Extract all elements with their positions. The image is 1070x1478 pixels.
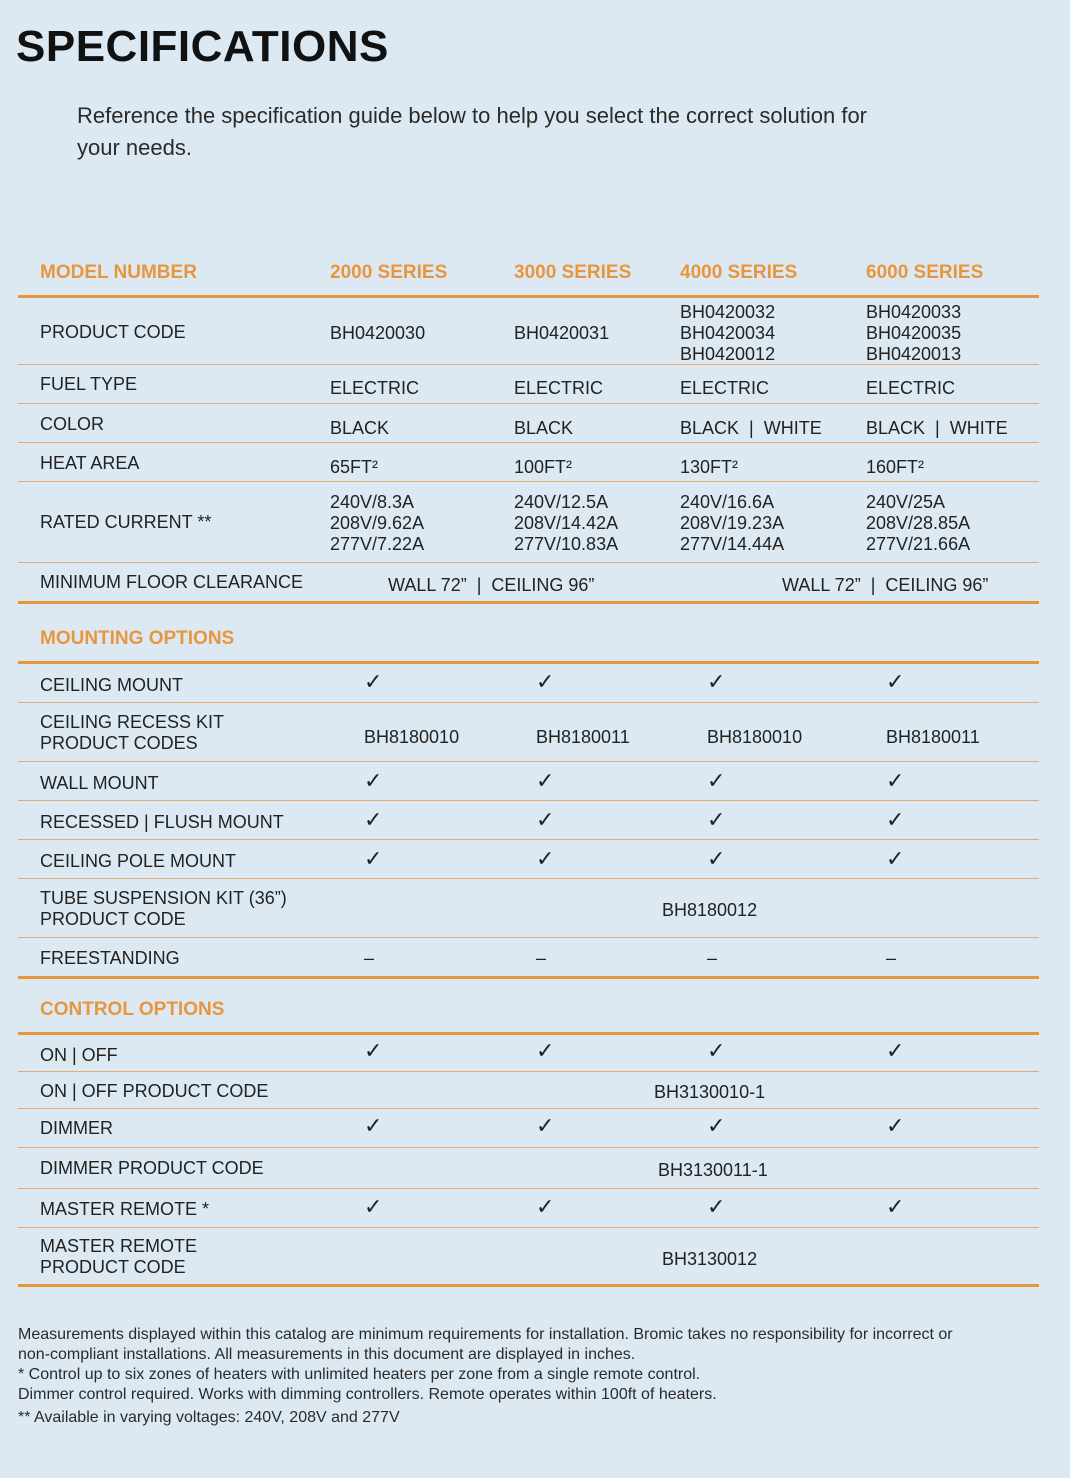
footnote: ** Available in varying voltages: 240V, 208V and 277V <box>18 1409 400 1426</box>
check-icon: ✓ <box>707 768 726 793</box>
cell-value: WALL 72” | CEILING 96” <box>782 575 989 595</box>
check-icon: ✓ <box>536 1194 555 1219</box>
cell-value: 240V/16.6A 208V/19.23A 277V/14.44A <box>680 492 785 554</box>
table-row-freestanding <box>18 938 1039 979</box>
cell-value: BH8180012 <box>662 900 758 920</box>
check-icon: ✓ <box>364 669 383 694</box>
footnote: Dimmer control required. Works with dimming controllers. Remote operates within 100ft of heaters. <box>18 1386 717 1403</box>
check-icon: ✓ <box>707 1194 726 1219</box>
check-icon: ✓ <box>536 1113 555 1138</box>
series-6000-header: 6000 SERIES <box>866 262 984 283</box>
row-label: CEILING RECESS KIT PRODUCT CODES <box>40 712 225 753</box>
cell-value: BH8180010 <box>707 727 803 747</box>
spec-table <box>18 262 1039 604</box>
row-label: CEILING POLE MOUNT <box>40 851 237 871</box>
cell-value: 240V/8.3A 208V/9.62A 277V/7.22A <box>330 492 425 554</box>
row-label: ON | OFF <box>40 1045 118 1065</box>
control-options-heading: CONTROL OPTIONS <box>40 999 225 1020</box>
check-icon: ✓ <box>707 1113 726 1138</box>
cell-value: BH3130011-1 <box>658 1160 768 1180</box>
check-icon: ✓ <box>536 768 555 793</box>
cell-value: ELECTRIC <box>330 378 420 398</box>
model-number-header: MODEL NUMBER <box>40 262 197 283</box>
cell-value: BH0420030 <box>330 323 426 343</box>
table-row-master-remote-code <box>18 1228 1039 1287</box>
footnote: non-compliant installations. All measurements in this document are displayed in inches. <box>18 1346 636 1363</box>
intro-text: Reference the specification guide below to help you select the correct solution for your needs. <box>77 103 868 160</box>
cell-value: BLACK | WHITE <box>680 418 822 438</box>
check-icon: ✓ <box>886 1194 905 1219</box>
cell-value: 100FT² <box>514 457 573 477</box>
mounting-header <box>18 628 1039 664</box>
footnote: * Control up to six zones of heaters with unlimited heaters per zone from a single remote control. <box>18 1366 701 1383</box>
table-row-product-code <box>18 298 1039 365</box>
table-row-recess-kit <box>18 703 1039 762</box>
row-label: RATED CURRENT ** <box>40 512 212 532</box>
table-row-dimmer <box>18 1109 1039 1148</box>
check-icon: ✓ <box>707 807 726 832</box>
dash-icon: – <box>364 948 375 968</box>
cell-value: BH0420032 BH0420034 BH0420012 <box>680 302 776 364</box>
control-table <box>18 999 1039 1287</box>
cell-value: BLACK | WHITE <box>866 418 1008 438</box>
cell-value: BH3130010-1 <box>654 1082 766 1102</box>
cell-value: ELECTRIC <box>866 378 956 398</box>
row-label: MASTER REMOTE * <box>40 1199 210 1219</box>
series-2000-header: 2000 SERIES <box>330 262 448 283</box>
check-icon: ✓ <box>536 807 555 832</box>
check-icon: ✓ <box>886 669 905 694</box>
check-icon: ✓ <box>364 1038 383 1063</box>
row-label: COLOR <box>40 414 105 434</box>
table-header <box>18 262 1039 298</box>
check-icon: ✓ <box>364 768 383 793</box>
cell-value: WALL 72” | CEILING 96” <box>388 575 595 595</box>
cell-value: BH0420031 <box>514 323 610 343</box>
table-row-on-off-code <box>18 1072 1039 1109</box>
dash-icon: – <box>886 948 897 968</box>
table-row-rated-current <box>18 482 1039 563</box>
row-label: ON | OFF PRODUCT CODE <box>40 1081 269 1101</box>
row-label: TUBE SUSPENSION KIT (36”) PRODUCT CODE <box>40 888 287 929</box>
cell-value: BH8180010 <box>364 727 460 747</box>
cell-value: BH3130012 <box>662 1249 758 1269</box>
row-label: FUEL TYPE <box>40 374 138 394</box>
check-icon: ✓ <box>364 846 383 871</box>
cell-value: 65FT² <box>330 457 379 477</box>
check-icon: ✓ <box>536 669 555 694</box>
cell-value: ELECTRIC <box>680 378 770 398</box>
series-3000-header: 3000 SERIES <box>514 262 632 283</box>
row-label: FREESTANDING <box>40 948 180 968</box>
check-icon: ✓ <box>886 1113 905 1138</box>
dash-icon: – <box>707 948 718 968</box>
row-label: HEAT AREA <box>40 453 140 473</box>
table-row-ceiling-mount <box>18 664 1039 703</box>
cell-value: BH0420033 BH0420035 BH0420013 <box>866 302 962 364</box>
cell-value: ELECTRIC <box>514 378 604 398</box>
dash-icon: – <box>536 948 547 968</box>
table-row-heat-area <box>18 443 1039 482</box>
cell-value: BH8180011 <box>886 727 980 747</box>
check-icon: ✓ <box>364 807 383 832</box>
footnotes <box>18 1325 1018 1428</box>
cell-value: BLACK <box>514 418 574 438</box>
check-icon: ✓ <box>364 1194 383 1219</box>
check-icon: ✓ <box>886 846 905 871</box>
check-icon: ✓ <box>707 669 726 694</box>
row-label: WALL MOUNT <box>40 773 159 793</box>
row-label: MASTER REMOTE PRODUCT CODE <box>40 1236 198 1277</box>
table-row-tube-kit <box>18 879 1039 938</box>
table-row-color <box>18 404 1039 443</box>
table-row-wall-mount <box>18 762 1039 801</box>
row-label: RECESSED | FLUSH MOUNT <box>40 812 284 832</box>
cell-value: 240V/12.5A 208V/14.42A 277V/10.83A <box>514 492 619 554</box>
check-icon: ✓ <box>886 768 905 793</box>
table-row-master-remote <box>18 1189 1039 1228</box>
check-icon: ✓ <box>886 807 905 832</box>
mounting-table <box>18 628 1039 979</box>
row-label: PRODUCT CODE <box>40 322 186 342</box>
check-icon: ✓ <box>707 846 726 871</box>
table-row-fuel-type <box>18 365 1039 404</box>
mounting-options-heading: MOUNTING OPTIONS <box>40 628 235 649</box>
row-label: MINIMUM FLOOR CLEARANCE <box>40 572 304 592</box>
cell-value: BH8180011 <box>536 727 630 747</box>
check-icon: ✓ <box>886 1038 905 1063</box>
table-row-on-off <box>18 1035 1039 1072</box>
cell-value: 130FT² <box>680 457 739 477</box>
table-row-ceiling-pole <box>18 840 1039 879</box>
cell-value: 240V/25A 208V/28.85A 277V/21.66A <box>866 492 971 554</box>
table-row-dimmer-code <box>18 1148 1039 1189</box>
cell-value: BLACK <box>330 418 390 438</box>
check-icon: ✓ <box>536 1038 555 1063</box>
row-label: DIMMER PRODUCT CODE <box>40 1158 264 1178</box>
check-icon: ✓ <box>364 1113 383 1138</box>
table-row-recessed-flush <box>18 801 1039 840</box>
row-label: DIMMER <box>40 1118 113 1138</box>
cell-value: 160FT² <box>866 457 925 477</box>
series-4000-header: 4000 SERIES <box>680 262 798 283</box>
check-icon: ✓ <box>536 846 555 871</box>
control-header <box>18 999 1039 1035</box>
check-icon: ✓ <box>707 1038 726 1063</box>
table-row-min-floor-clearance <box>18 563 1039 604</box>
page-title: SPECIFICATIONS <box>16 22 389 71</box>
row-label: CEILING MOUNT <box>40 675 184 695</box>
footnote: Measurements displayed within this catalog are minimum requirements for installation. Bromic takes no responsibility for incorrect or <box>18 1326 953 1343</box>
